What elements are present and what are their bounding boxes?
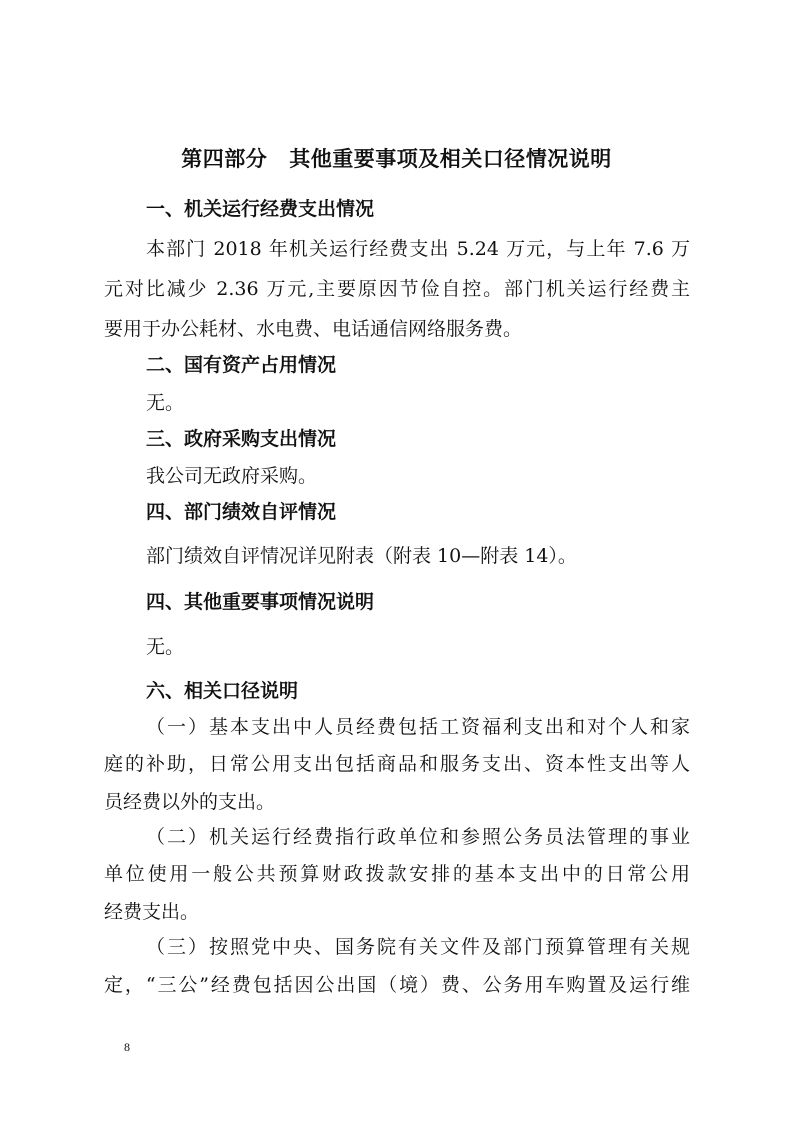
s6-p1-line-2: 庭的补助，日常公用支出包括商品和服务支出、资本性支出等人 <box>104 753 690 775</box>
page-title <box>0 143 793 173</box>
s6-p1-line-1: （一）基本支出中人员经费包括工资福利支出和对个人和家 <box>146 716 690 738</box>
s6-p2-line-2: 单位使用一般公共预算财政拨款安排的基本支出中的日常公用 <box>104 863 690 885</box>
s3-body: 我公司无政府采购。 <box>146 465 318 487</box>
s1-line-1: 本部门 2018 年机关运行经费支出 5.24 万元，与上年 7.6 万 <box>146 238 690 260</box>
s1-line-2: 元对比减少 2.36 万元,主要原因节俭自控。部门机关运行经费主 <box>104 278 690 300</box>
title-part: 第四部分 <box>181 147 268 171</box>
s6-p2-line-3: 经费支出。 <box>104 901 200 923</box>
s6-p3-line-2: 定，“三公”经费包括因公出国（境）费、公务用车购置及运行维 <box>104 974 690 996</box>
s2-body: 无。 <box>146 392 185 414</box>
section-heading-3: 三、政府采购支出情况 <box>146 428 337 450</box>
page-number: 8 <box>124 1040 130 1054</box>
s5-body: 无。 <box>146 636 185 658</box>
s6-p1-line-3: 员经费以外的支出。 <box>104 791 276 813</box>
section-heading-2: 二、国有资产占用情况 <box>146 354 337 376</box>
s6-p2-line-1: （二）机关运行经费指行政单位和参照公务员法管理的事业 <box>146 826 690 848</box>
section-heading-4: 四、部门绩效自评情况 <box>146 501 337 523</box>
s6-p3-line-1: （三）按照党中央、国务院有关文件及部门预算管理有关规 <box>146 936 690 958</box>
section-heading-1: 一、机关运行经费支出情况 <box>146 198 375 220</box>
s1-line-3: 要用于办公耗材、水电费、电话通信网络服务费。 <box>104 318 523 340</box>
section-heading-6: 六、相关口径说明 <box>146 680 299 702</box>
s4-body: 部门绩效自评情况详见附表（附表 10—附表 14）。 <box>146 545 577 567</box>
section-heading-5: 四、其他重要事项情况说明 <box>146 591 375 613</box>
title-text: 其他重要事项及相关口径情况说明 <box>289 147 612 171</box>
